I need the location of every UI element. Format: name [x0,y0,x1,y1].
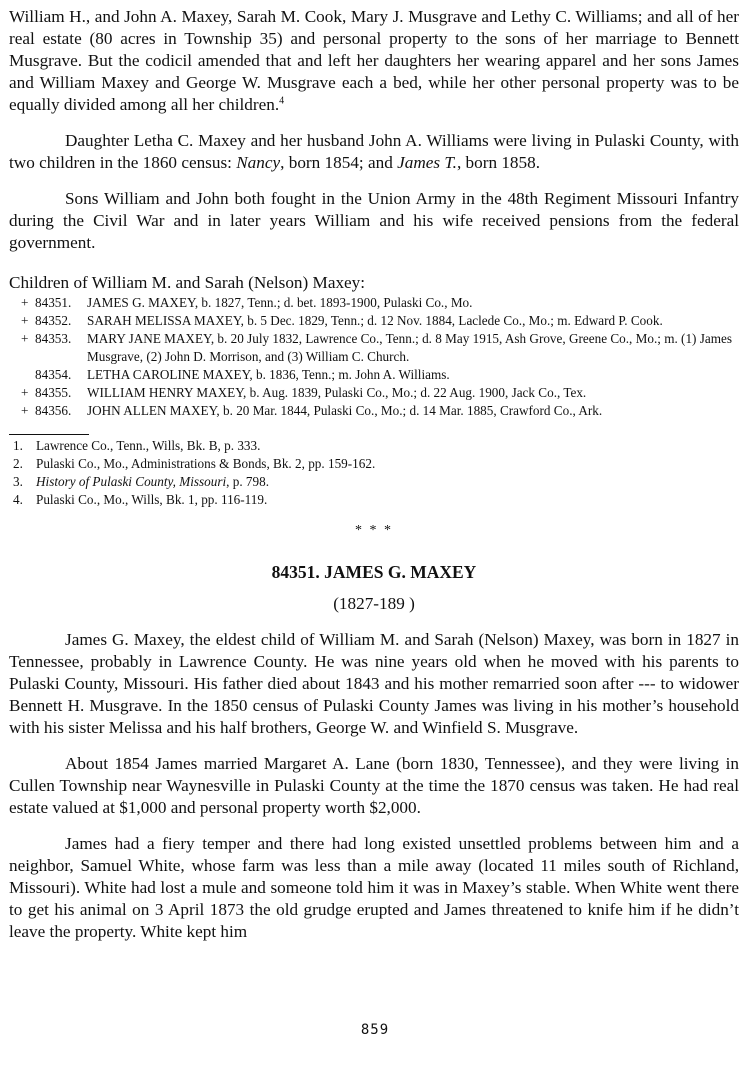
child-entry [9,384,739,402]
footnote-divider [9,434,89,435]
child-entry [9,402,739,420]
has-descendants-mark: + [21,331,29,346]
child-text: JAMES G. MAXEY, b. 1827, Tenn.; d. bet. 1893-1900, Pulaski Co., Mo. [87,295,473,310]
section-heading: 84351. JAMES G. MAXEY [271,562,477,582]
document-page [9,6,739,943]
children-list [9,294,739,420]
children-heading: Children of William M. and Sarah (Nelson) Maxey: [9,273,366,292]
child-number: 84352. [35,313,72,328]
paragraph-civil-war: Sons William and John both fought in the Union Army in the 48th Regiment Missouri Infantry during the Civil War and in later years William and his wife received pensions from the federal government. [9,189,739,252]
has-descendants-mark: + [21,403,29,418]
section-dates: (1827-189 ) [333,594,415,613]
child-entry [9,366,739,384]
has-descendants-mark: + [21,313,29,328]
footnote: 4. Pulaski Co., Mo., Wills, Bk. 1, pp. 116-119. [13,492,268,507]
section-separator: * * * [355,523,393,538]
child-number: 84356. [35,403,72,418]
book-title: History of Pulaski County, Missouri [36,474,227,489]
has-descendants-mark: + [21,385,29,400]
paragraph-james-dispute: James had a fiery temper and there had long existed unsettled problems between him and a neighbor, Samuel White, whose farm was less than a mile away (located 11 miles south of Richland, Missouri). White had lost a mule and someone told him it was in Maxey’s stable. When White went there to get his animal on 3 April 1873 the old grudge erupted and James threatened to knife him if he didn’t leave the property. White kept him [9,834,739,941]
paragraph-james-early-life: James G. Maxey, the eldest child of William M. and Sarah (Nelson) Maxey, was born in 1827 in Tennessee, probably in Lawrence County. He was nine years old when he moved with his parents to Pulaski County, Missouri. His father died about 1843 and his mother remarried soon after --- to widower Bennett H. Musgrave. In the 1850 census of Pulaski County James was living in his mother’s household with his sister Melissa and his half brothers, George W. and Winfield S. Musgrave. [9,630,739,737]
child-entry [9,330,739,366]
child-text: LETHA CAROLINE MAXEY, b. 1836, Tenn.; m. John A. Williams. [87,367,450,382]
child-text: SARAH MELISSA MAXEY, b. 5 Dec. 1829, Tenn.; d. 12 Nov. 1884, Laclede Co., Mo.; m. Edward P. Cook. [87,313,663,328]
child-text: JOHN ALLEN MAXEY, b. 20 Mar. 1844, Pulaski Co., Mo.; d. 14 Mar. 1885, Crawford Co., Ark. [87,403,603,418]
child-number: 84353. [35,331,72,346]
has-descendants-mark: + [21,295,29,310]
paragraph-will-continuation: William H., and John A. Maxey, Sarah M. Cook, Mary J. Musgrave and Lethy C. Williams; and all of her real estate (80 acres in Township 35) and personal property to the sons of her marriage to Bennett Musgrave. But the codicil amended that and left her daughters her wearing apparel and her sons James and William Maxey and George W. Musgrave each a bed, while her other personal property was to be equally divided among all her children.$^4$ [9,7,739,114]
child-number: 84355. [35,385,72,400]
child-number: 84351. [35,295,72,310]
paragraph-james-marriage: About 1854 James married Margaret A. Lane (born 1830, Tennessee), and they were living in Cullen Township near Waynesville in Pulaski County at the time the 1870 census was taken. He had real estate valued at $1,000 and personal property worth $2,000. [9,754,739,817]
child-text: MARY JANE MAXEY, b. 20 July 1832, Lawrence Co., Tenn.; d. 8 May 1915, Ash Grove, Greene Co., Mo.; m. (1) James Musgrave, (2) John D. Morrison, and (3) William C. Church. [87,331,732,364]
footnote-number: 4. [13,492,23,507]
child-text: WILLIAM HENRY MAXEY, b. Aug. 1839, Pulaski Co., Mo.; d. 22 Aug. 1900, Jack Co., Tex. [87,385,587,400]
child-name-james: James T. [397,153,457,172]
footnote: 3. History of Pulaski County, Missouri, p. 798. [13,474,269,489]
footnote-number: 3. [13,474,23,489]
child-entry [9,294,739,312]
footnotes [9,437,739,509]
footnote-number: 1. [13,438,23,453]
footnote: 2. Pulaski Co., Mo., Administrations & Bonds, Bk. 2, pp. 159-162. [13,456,376,471]
footnote: 1. Lawrence Co., Tenn., Wills, Bk. B, p. 333. [13,438,261,453]
page-number: 859 [360,1022,390,1038]
footnote-ref: 4 [279,95,285,107]
child-entry [9,312,739,330]
child-number: 84354. [35,367,72,382]
child-name-nancy: Nancy [236,153,281,172]
footnote-number: 2. [13,456,23,471]
paragraph-letha: Daughter Letha C. Maxey and her husband John A. Williams were living in Pulaski County, with two children in the 1860 census: Nancy, born 1854; and James T., born 1858. [9,131,739,172]
